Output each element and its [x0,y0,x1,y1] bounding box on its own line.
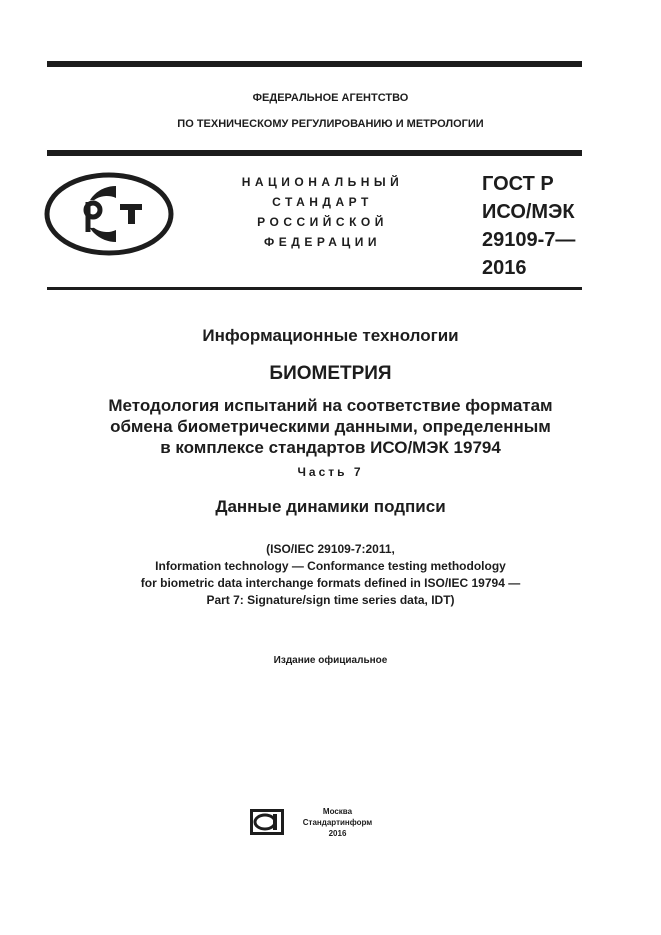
iso-ref-line-2: Information technology — Conformance testing methodology [155,559,506,573]
natstd-line-4: ФЕДЕРАЦИИ [264,235,381,249]
iso-ref-line-3: for biometric data interchange formats defined in ISO/IEC 19794 — [140,576,521,590]
title-line-1: Информационные технологии [202,326,459,345]
natstd-line-1: НАЦИОНАЛЬНЫЙ [241,175,404,189]
standartinform-logo-icon [249,806,285,836]
publisher-year: 2016 [328,829,347,838]
part-title: Данные динамики подписи [215,497,446,516]
agency-line-1: ФЕДЕРАЛЬНОЕ АГЕНТСТВО [252,92,409,104]
title-line-3b: обмена биометрическими данными, определенным [110,417,551,436]
publisher-name: Стандартинформ [302,818,373,827]
gost-r-logo-icon [44,172,174,256]
publisher-info [295,806,380,839]
designation-line-2: ИСО/МЭК [482,201,575,223]
standard-designation [482,170,575,282]
natstd-line-3: РОССИЙСКОЙ [257,215,388,229]
agency-line-2: ПО ТЕХНИЧЕСКОМУ РЕГУЛИРОВАНИЮ И МЕТРОЛОГИИ [177,118,484,130]
national-standard-label [230,172,415,252]
edition-label: Издание официальное [273,655,388,666]
top-rule [47,61,582,67]
title-line-3c: в комплексе стандартов ИСО/МЭК 19794 [160,438,501,457]
publisher-city: Москва [322,807,353,816]
designation-line-4: 2016 [482,257,527,279]
title-line-3 [0,395,661,458]
designation-line-3: 29109-7— [482,229,576,251]
designation-line-1: ГОСТ Р [482,173,554,195]
title-line-3a: Методология испытаний на соответствие форматам [108,396,553,415]
iso-ref-line-4: Part 7: Signature/sign time series data, IDT) [206,593,455,607]
header-rule [47,150,582,156]
natstd-line-2: СТАНДАРТ [272,195,373,209]
block-rule [47,287,582,290]
iso-reference [0,541,661,609]
title-line-2: БИОМЕТРИЯ [269,363,392,384]
iso-ref-line-1: (ISO/IEC 29109-7:2011, [266,542,395,556]
part-number: Часть 7 [297,465,364,479]
